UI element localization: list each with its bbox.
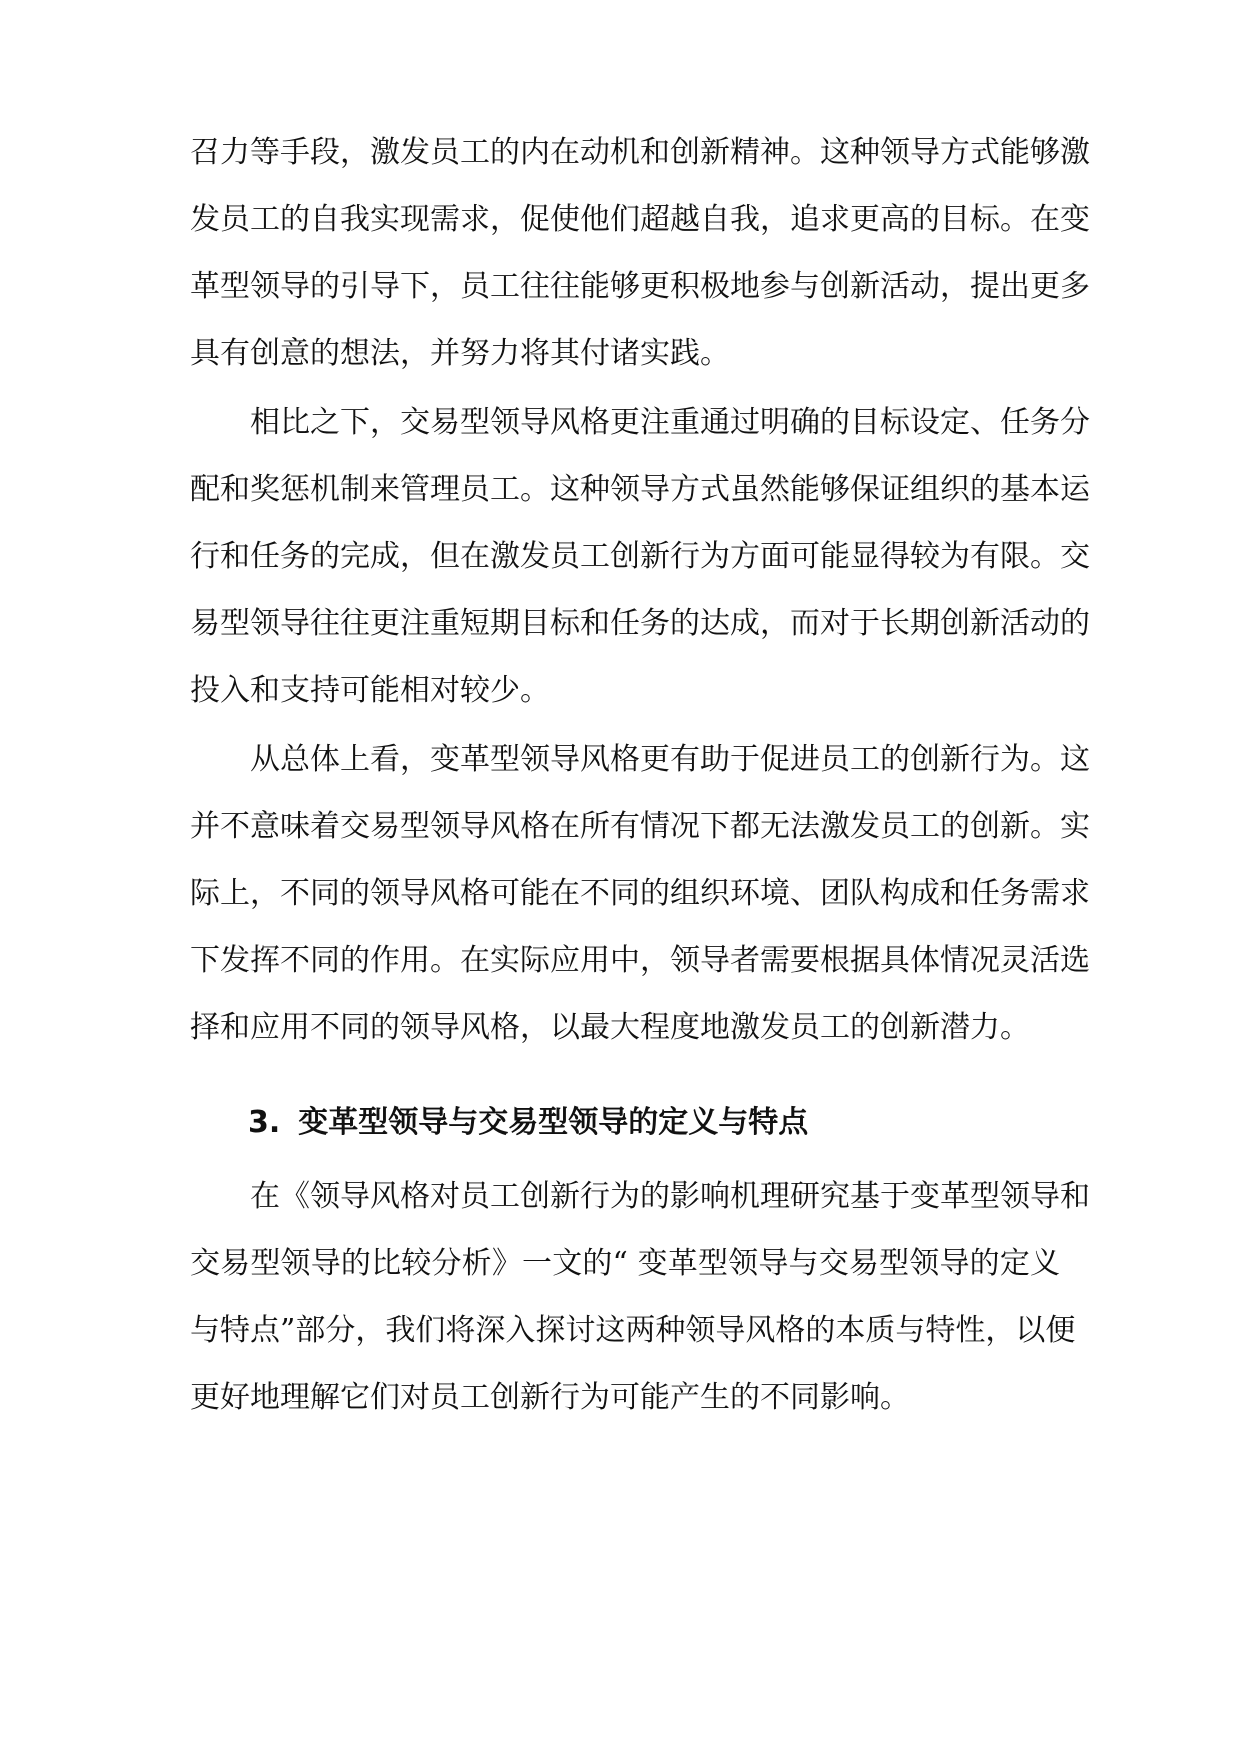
text-line: 配和奖惩机制来管理员工。这种领导方式虽然能够保证组织的基本运 [190,472,1090,507]
text-line: 际上，不同的领导风格可能在不同的组织环境、团队构成和任务需求 [190,876,1090,911]
text-line: 并不意味着交易型领导风格在所有情况下都无法激发员工的创新。实 [190,809,1090,844]
text-line: 择和应用不同的领导风格，以最大程度地激发员工的创新潜力。 [190,1010,1030,1045]
text-line: 召力等手段，激发员工的内在动机和创新精神。这种领导方式能够激 [190,135,1090,170]
text-line: 行和任务的完成，但在激发员工创新行为方面可能显得较为有限。交 [190,539,1090,574]
text-line: 交易型领导的比较分析》一文的“ 变革型领导与交易型领导的定义 [190,1246,1060,1281]
section-heading [248,1103,808,1143]
text-line: 下发挥不同的作用。在实际应用中，领导者需要根据具体情况灵活选 [190,943,1090,978]
text-line: 发员工的自我实现需求，促使他们超越自我，追求更高的目标。在变 [190,202,1090,237]
text-line: 具有创意的想法，并努力将其付诸实践。 [190,336,730,371]
text-line: 与特点”部分，我们将深入探讨这两种领导风格的本质与特性，以便 [190,1313,1076,1348]
text-line: 从总体上看，变革型领导风格更有助于促进员工的创新行为。这 [250,742,1090,777]
text-line: 革型领导的引导下，员工往往能够更积极地参与创新活动，提出更多 [190,269,1090,304]
text-line: 相比之下，交易型领导风格更注重通过明确的目标设定、任务分 [250,405,1090,440]
section-title: 变革型领导与交易型领导的定义与特点 [298,1105,809,1140]
section-number: 3. [248,1105,281,1140]
text-line: 在《领导风格对员工创新行为的影响机理研究基于变革型领导和 [250,1179,1090,1214]
text-line: 易型领导往往更注重短期目标和任务的达成，而对于长期创新活动的 [190,606,1090,641]
text-line: 更好地理解它们对员工创新行为可能产生的不同影响。 [190,1380,910,1415]
text-line: 投入和支持可能相对较少。 [190,673,550,708]
